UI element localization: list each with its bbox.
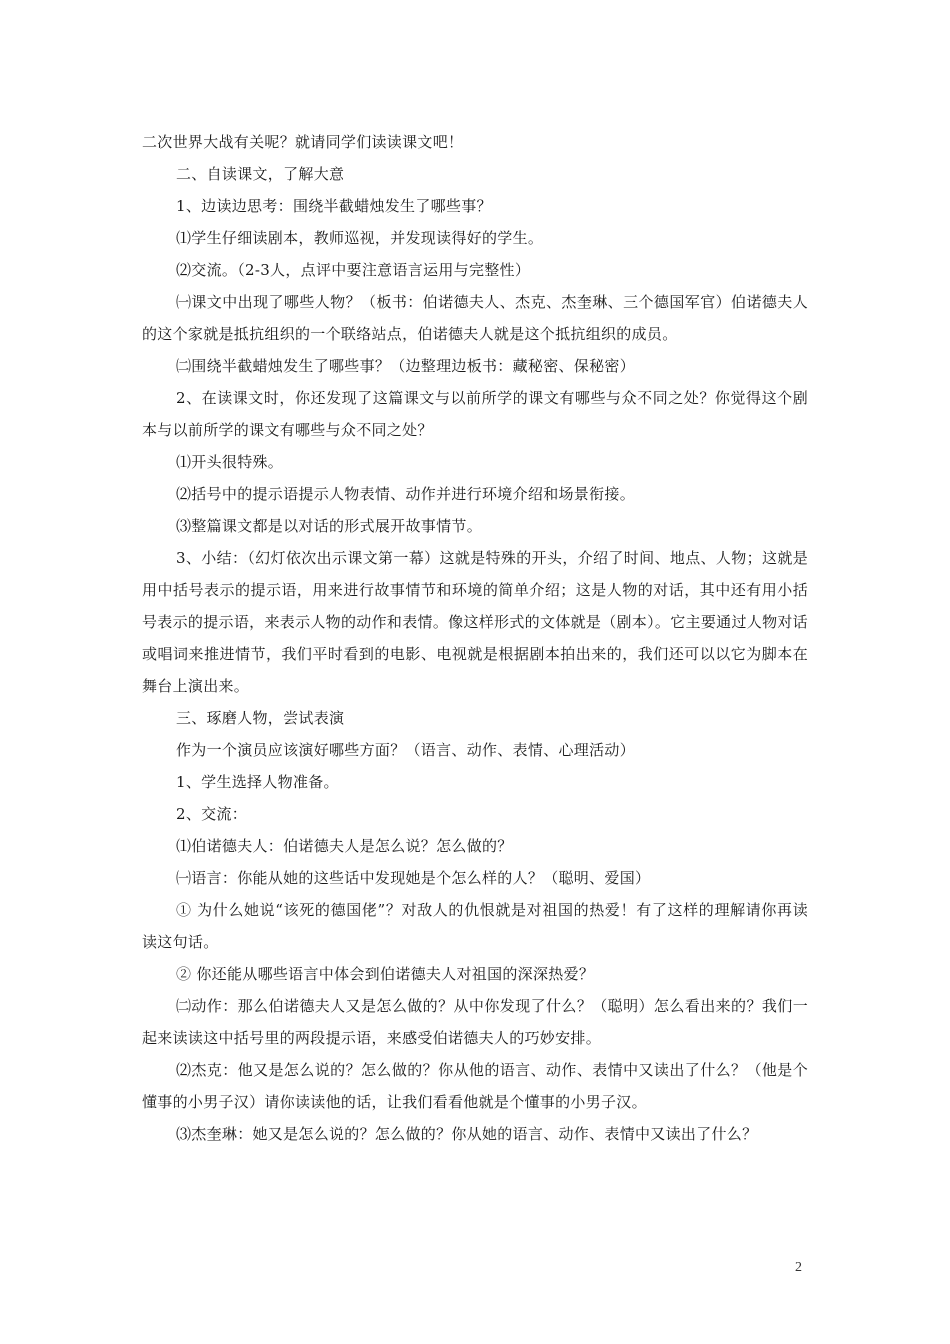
paragraph: 3、小结：（幻灯依次出示课文第一幕）这就是特殊的开头，介绍了时间、地点、人物；这就是用中括号表示的提示语，用来进行故事情节和环境的简单介绍；这是人物的对话，其中还有用小括号表示的提示语，来表示人物的动作和表情。像这样形式的文体就是（剧本）。它主要通过人物对话或唱词来推进情节，我们平时看到的电影、电视就是根据剧本拍出来的，我们还可以以它为脚本在舞台上演出来。 bbox=[142, 549, 808, 695]
paragraph: ⑴伯诺德夫人：伯诺德夫人是怎么说？怎么做的？ bbox=[176, 837, 513, 855]
paragraph: ⑴学生仔细读剧本，教师巡视，并发现读得好的学生。 bbox=[176, 229, 544, 247]
paragraph: 2、在读课文时，你还发现了这篇课文与以前所学的课文有哪些与众不同之处？你觉得这个剧本与以前所学的课文有哪些与众不同之处？ bbox=[142, 389, 808, 439]
paragraph: ⑵杰克：他又是怎么说的？怎么做的？你从他的语言、动作、表情中又读出了什么？（他是个懂事的小男子汉）请你读读他的话，让我们看看他就是个懂事的小男子汉。 bbox=[142, 1061, 808, 1111]
paragraph: 二次世界大战有关呢？就请同学们读读课文吧！ bbox=[142, 133, 464, 151]
paragraph: ㈡动作：那么伯诺德夫人又是怎么做的？从中你发现了什么？（聪明）怎么看出来的？我们一起来读读这中括号里的两段提示语，来感受伯诺德夫人的巧妙安排。 bbox=[142, 997, 808, 1047]
page-number: 2 bbox=[795, 1260, 802, 1275]
paragraph: 1、边读边思考：围绕半截蜡烛发生了哪些事？ bbox=[176, 197, 492, 215]
paragraph: ① 为什么她说“该死的德国佬”？对敌人的仇恨就是对祖国的热爱！有了这样的理解请你再读读这句话。 bbox=[142, 901, 808, 951]
paragraph: ㈡围绕半截蜡烛发生了哪些事？（边整理边板书：藏秘密、保秘密） bbox=[176, 357, 636, 375]
paragraph: ⑶杰奎琳：她又是怎么说的？怎么做的？你从她的语言、动作、表情中又读出了什么？ bbox=[176, 1125, 758, 1143]
section-heading: 二、自读课文，了解大意 bbox=[176, 165, 345, 183]
paragraph: ㈠课文中出现了哪些人物？（板书：伯诺德夫人、杰克、杰奎琳、三个德国军官）伯诺德夫人的这个家就是抵抗组织的一个联络站点，伯诺德夫人就是这个抵抗组织的成员。 bbox=[142, 293, 808, 343]
paragraph: ⑵交流。（2-3人，点评中要注意语言运用与完整性） bbox=[176, 261, 531, 279]
paragraph: ⑶整篇课文都是以对话的形式展开故事情节。 bbox=[176, 517, 483, 535]
document-body bbox=[142, 126, 808, 1150]
paragraph: ⑴开头很特殊。 bbox=[176, 453, 284, 471]
paragraph: 1、学生选择人物准备。 bbox=[176, 773, 339, 791]
paragraph: ㈠语言：你能从她的这些话中发现她是个怎么样的人？（聪明、爱国） bbox=[176, 869, 651, 887]
paragraph: 作为一个演员应该演好哪些方面？（语言、动作、表情、心理活动） bbox=[176, 741, 636, 759]
paragraph: 2、交流： bbox=[176, 805, 248, 823]
paragraph: ⑵括号中的提示语提示人物表情、动作并进行环境介绍和场景衔接。 bbox=[176, 485, 636, 503]
paragraph: ② 你还能从哪些语言中体会到伯诺德夫人对祖国的深深热爱？ bbox=[176, 965, 595, 983]
section-heading: 三、琢磨人物，尝试表演 bbox=[176, 709, 345, 727]
